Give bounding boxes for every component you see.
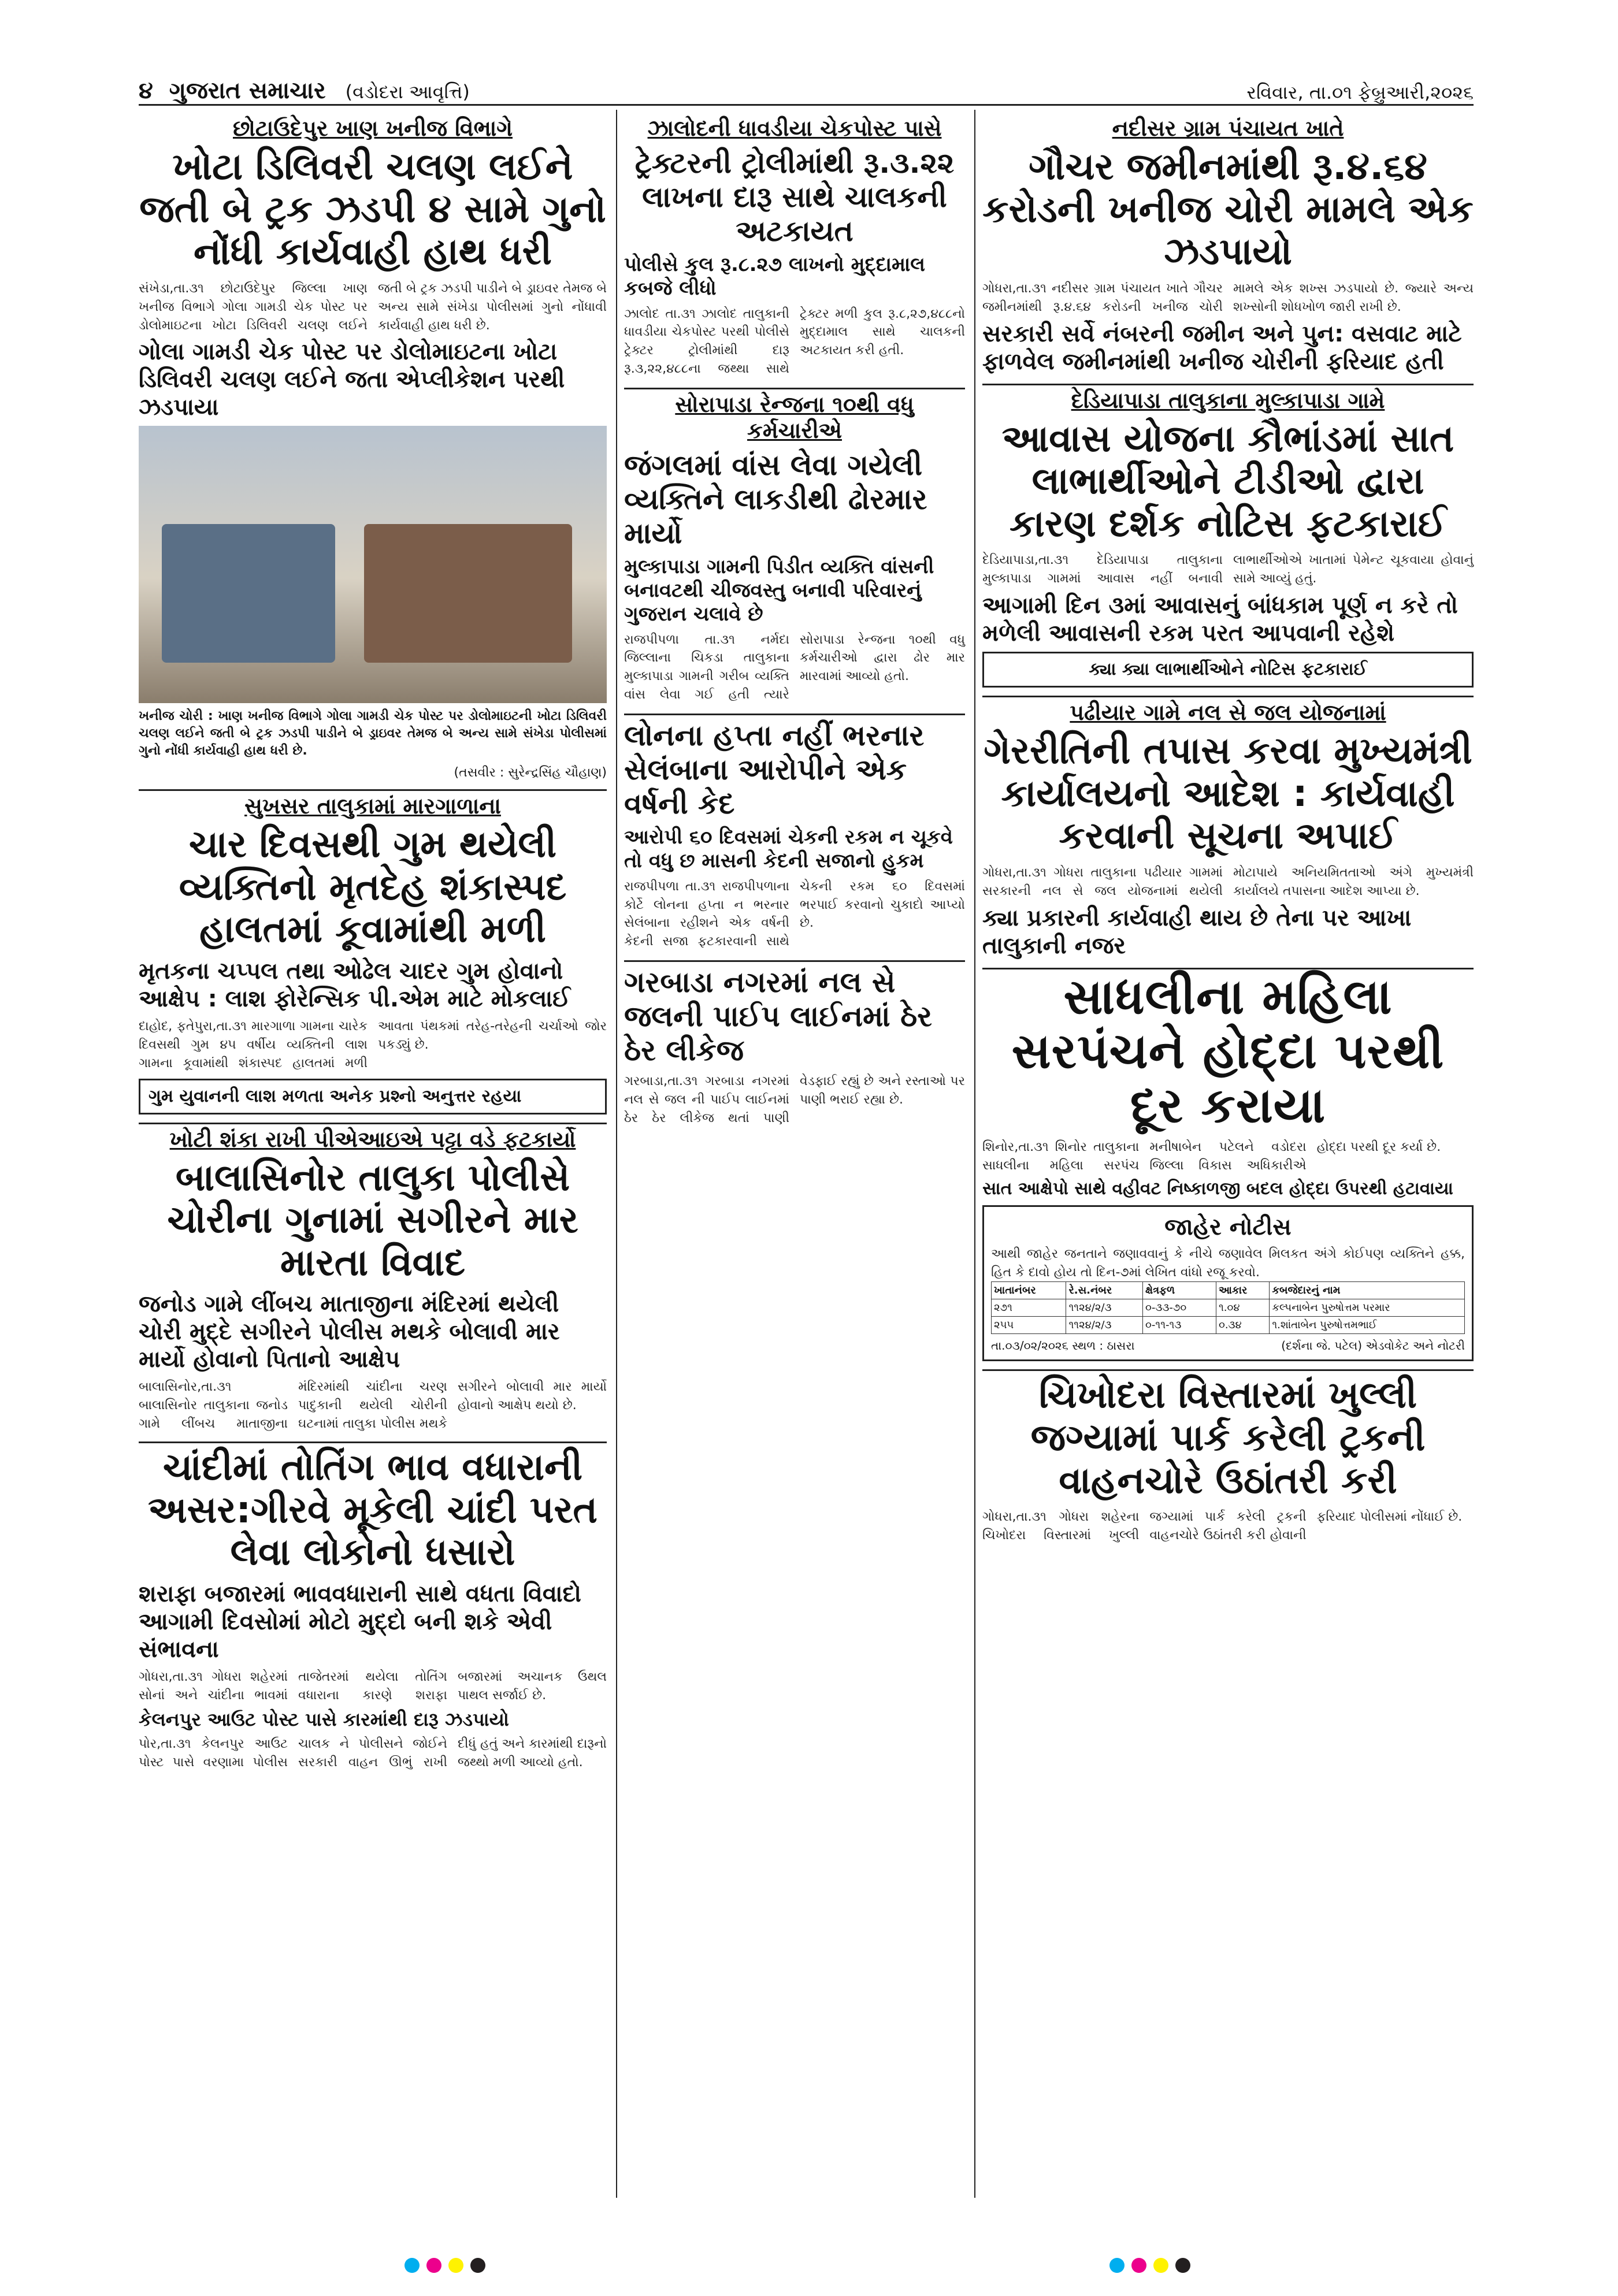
- kicker: પઢીયાર ગામે નલ સે જલ યોજનામાં: [1070, 700, 1386, 726]
- table-header: ખાતાનંબર: [992, 1282, 1066, 1299]
- kicker: દેડિયાપાડા તાલુકાના મુલ્કાપાડા ગામે: [1071, 387, 1385, 413]
- registration-dot: [404, 2258, 420, 2273]
- registration-dot: [470, 2258, 485, 2273]
- registration-dot: [1175, 2258, 1190, 2273]
- section-divider: [982, 696, 1474, 697]
- headline: લોનના હપ્તા નહીં ભરનાર સેલંબાના આરોપીને એક વર્ષની કેદ: [624, 719, 925, 821]
- photo-caption: ખનીજ ચોરી : ખાણ ખનીજ વિભાગે ગોલા ગામડી ચેક પોસ્ટ પર ડોલોમાઇટની ખોટા ડિલિવરી ચલણ લઈને જતી બે ટ્રક ઝડપી પાડીને બે ડ્રાઇવર તેમજ બે અન્ય સામે સંખેડા પોલીસમાં ગુનો નોંધી કાર્યવાહી હાથ ધરી છે.: [139, 709, 607, 758]
- kicker: છોટાઉદેપુર ખાણ ખનીજ વિભાગે: [232, 116, 513, 141]
- column-right: [982, 113, 1474, 1545]
- column-middle: [624, 113, 965, 1128]
- truck-icon: [364, 524, 572, 663]
- section-divider: [624, 388, 965, 389]
- subheadline: કેલનપુર આઉટ પોસ્ટ પાસે કારમાંથી દારૂ ઝડપાયો: [139, 1708, 509, 1730]
- headline: સાધલીના મહિલા સરપંચને હોદ્દા પરથી દૂર કરાયા: [1011, 968, 1445, 1134]
- page-number: ૪: [139, 77, 153, 104]
- table-header: કબજેદારનું નામ: [1270, 1282, 1465, 1299]
- section-divider: [139, 789, 607, 791]
- table-cell: ૨૫૫: [992, 1317, 1066, 1334]
- truck-icon: [162, 524, 335, 663]
- box-title: ક્યા ક્યા લાભાર્થીઓને નોટિસ ફટકારાઈ: [1089, 659, 1367, 680]
- table-cell: ૧૧૨૪/૨/૩: [1066, 1299, 1143, 1317]
- kicker: નદીસર ગ્રામ પંચાયત ખાતે: [1112, 116, 1344, 141]
- kicker: સોરાપાડા રેન્જના ૧૦થી વધુ કર્મચારીએ: [675, 392, 914, 444]
- headline: ચાંદીમાં તોતિંગ ભાવ વધારાની અસર:ગીરવે મૂકેલી ચાંદી પરત લેવા લોકોનો ધસારો: [148, 1446, 598, 1574]
- headline: ખોટા ડિલિવરી ચલણ લઈને જતી બે ટ્રક ઝડપી ૪ સામે ગુનો નોંધી કાર્યવાહી હાથ ધરી: [139, 146, 606, 274]
- table-cell: ૦-૧૧-૧૩: [1143, 1317, 1216, 1334]
- box-title: ગુમ યુવાનની લાશ મળતા અનેક પ્રશ્નો અનુત્તર રહયા: [149, 1086, 522, 1106]
- table-cell: ૧૧૨૪/૨/૩: [1066, 1317, 1143, 1334]
- headline: બાલાસિનોર તાલુકા પોલીસે ચોરીના ગુનામાં સગીરને માર મારતા વિવાદ: [167, 1156, 578, 1284]
- table-header: આકાર: [1216, 1282, 1269, 1299]
- subheadline: ક્યા પ્રકારની કાર્યવાહી થાય છે તેના પર આખા તાલુકાની નજર: [982, 904, 1412, 959]
- section-divider: [139, 1123, 607, 1124]
- headline: ટ્રેક્ટરની ટ્રોલીમાંથી રૂ.૩.૨૨ લાખના દારૂ સાથે ચાલકની અટકાયત: [634, 146, 955, 248]
- table-cell: ૨૭૧: [992, 1299, 1066, 1317]
- article-body: ગોધરા,તા.૩૧ ગોધરા શહેરમાં સોનાં અને ચાંદીના ભાવમાં તાજેતરમાં થયેલા તોતિંગ વધારાના કારણે શરાફા બજારમાં અચાનક ઉથલ પાથલ સર્જાઈ છે.: [139, 1669, 607, 1703]
- table-header: રે.સ.નંબર: [1066, 1282, 1143, 1299]
- table-cell: ૦.૩૪: [1216, 1317, 1269, 1334]
- brand-block: [139, 77, 470, 104]
- article-body: બાલાસિનોર,તા.૩૧ બાલાસિનોર તાલુકાના જનોડ ગામે લીંબચ માતાજીના મંદિરમાંથી ચાંદીના ચરણ પાદુકાની થયેલી ચોરીની ઘટનામાં તાલુકા પોલીસ મથકે સગીરને બોલાવી માર માર્યો હોવાનો આક્ષેપ થયો છે.: [139, 1380, 607, 1432]
- subheadline: જનોડ ગામે લીંબચ માતાજીના મંદિરમાં થયેલી ચોરી મુદ્દે સગીરને પોલીસ મથકે બોલાવી માર માર્યો હોવાનો પિતાનો આક્ષેપ: [139, 1291, 560, 1373]
- article-body: ગરબાડા,તા.૩૧ ગરબાડા નગરમાં નલ સે જલ ની પાઈપ લાઈનમાં ઠેર ઠેર લીકેજ થતાં પાણી વેડફાઈ રહ્યું છે અને રસ્તાઓ પર પાણી ભરાઈ રહ્યા છે.: [624, 1074, 965, 1126]
- kicker: ઝાલોદની ધાવડીયા ચેકપોસ્ટ પાસે: [647, 116, 942, 141]
- column-divider: [974, 110, 975, 2198]
- article-body: ઝાલોદ તા.૩૧ ઝાલોદ તાલુકાની ધાવડીયા ચેકપોસ્ટ પરથી પોલીસે ટ્રેક્ટર ટ્રોલીમાંથી દારૂ રૂ.૩,૨૨,૪૮૮ના જથ્થા સાથે ટ્રેક્ટર મળી કુલ રૂ.૮,૨૭,૪૮૮નો મુદ્દામાલ સાથે ચાલકની અટકાયત કરી હતી.: [624, 306, 965, 377]
- headline: ગેરરીતિની તપાસ કરવા મુખ્યમંત્રી કાર્યાલયનો આદેશ : કાર્યવાહી કરવાની સૂચના અપાઈ: [984, 730, 1472, 858]
- article-body: રાજપીપળા તા.૩૧ નર્મદા જિલ્લાના ચિકડા તાલુકાના મુલ્કાપાડા ગામની ગરીબ વ્યક્તિ વાંસ લેવા ગઈ હતી ત્યારે સોરાપાડા રેન્જના ૧૦થી વધુ કર્મચારીઓ દ્વારા ઢોર માર મારવામાં આવ્યો હતો.: [624, 632, 965, 703]
- table-cell: ૧.શાંતાબેન પુરુષોત્તમભાઈ: [1270, 1317, 1465, 1334]
- table-header: ક્ષેત્રફળ: [1143, 1282, 1216, 1299]
- photo-credit: (તસવીર : સુરેન્દ્રસિંહ ચૌહાણ): [454, 765, 607, 780]
- brand-name: ગુજરાત સમાચાર: [169, 77, 326, 104]
- subheadline: આરોપી ૬૦ દિવસમાં ચેકની રકમ ન ચૂકવે તો વધુ છ માસની કેદની સજાનો હુકમ: [624, 826, 953, 872]
- notice-signature: (દર્શના જે. પટેલ) એડવોકેટ અને નોટરી: [1281, 1339, 1465, 1353]
- headline: જંગલમાં વાંસ લેવા ગયેલી વ્યક્તિને લાકડીથી ઢોરમાર માર્યો: [624, 448, 927, 551]
- article-body: ગોધરા,તા.૩૧ ગોધરા તાલુકાના પઢીયાર ગામમાં સરકારની નલ સે જલ યોજનામાં થયેલી મોટાપાયે અનિયમિતતાઓ અંગે મુખ્યમંત્રી કાર્યાલયે તપાસના આદેશ આપ્યા છે.: [982, 865, 1474, 898]
- headline: ચાર દિવસથી ગુમ થયેલી વ્યક્તિનો મૃતદેહ શંકાસ્પદ હાલતમાં કૂવામાંથી મળી: [179, 823, 567, 952]
- notice-body: આથી જાહેર જનતાને જણાવવાનું કે નીચે જણાવેલ મિલકત અંગે કોઈપણ વ્યક્તિને હક્ક, હિત કે દાવો હોય તો દિન-૭માં લેખિત વાંધો રજૂ કરવો.: [991, 1246, 1465, 1280]
- subheadline: ગોલા ગામડી ચેક પોસ્ટ પર ડોલોમાઇટના ખોટા ડિલિવરી ચલણ લઈને જતા એપ્લીકેશન પરથી ઝડપાયા: [139, 339, 565, 421]
- page-header: [139, 68, 1474, 106]
- headline: ગૌચર જમીનમાંથી રૂ.૪.૬૪ કરોડની ખનીજ ચોરી મામલે એક ઝડપાયો: [982, 146, 1474, 274]
- subheadline: મૃતકના ચપ્પલ તથા ઓઢેલ ચાદર ગુમ હોવાનો આક્ષેપ : લાશ ફોરેન્સિક પી.એમ માટે મોકલાઈ: [139, 957, 571, 1012]
- notice-title: જાહેર નોટીસ: [1164, 1213, 1292, 1240]
- registration-dot: [1153, 2258, 1168, 2273]
- truck-photo: [139, 426, 607, 703]
- section-divider: [982, 384, 1474, 385]
- subheadline: સરકારી સર્વે નંબરની જમીન અને પુન: વસવાટ માટે ફાળવેલ જમીનમાંથી ખનીજ ચોરીની ફરિયાદ હતી: [982, 320, 1462, 375]
- article-body: ગોધરા,તા.૩૧ ગોધરા શહેરના ચિખોદરા વિસ્તારમાં ખુલ્લી જગ્યામાં પાર્ક કરેલી ટ્રકની વાહનચોરે ઉઠાંતરી કરી હોવાની ફરિયાદ પોલીસમાં નોંધાઈ છે.: [982, 1510, 1463, 1543]
- article-body: શિનોર,તા.૩૧ શિનોર તાલુકાના સાધલીના મહિલા સરપંચ મનીષાબેન પટેલને વડોદરા જિલ્લા વિકાસ અધિકારીએ હોદ્દા પરથી દૂર કર્યા છે.: [982, 1139, 1441, 1173]
- section-divider: [982, 1369, 1474, 1371]
- table-row: [992, 1299, 1465, 1317]
- table-cell: ૧.૦૪: [1216, 1299, 1269, 1317]
- registration-dot: [448, 2258, 463, 2273]
- section-divider: [139, 1441, 607, 1443]
- section-divider: [624, 714, 965, 715]
- registration-dot: [1109, 2258, 1125, 2273]
- table-row: [992, 1317, 1465, 1334]
- article-body: દેડિયાપાડા,તા.૩૧ દેડિયાપાડા તાલુકાના મુલ્કાપાડા ગામમાં આવાસ નહીં બનાવી લાભાર્થીઓએ ખાતામાં પેમેન્ટ ચૂકવાયા હોવાનું સામે આવ્યું હતું.: [982, 553, 1474, 586]
- column-left: [139, 113, 607, 1772]
- subheadline: પોલીસે કુલ રૂ.૮.૨૭ લાખનો મુદ્દામાલ કબજે લીધો: [624, 253, 925, 300]
- article-body: ગોધરા,તા.૩૧ નદીસર ગ્રામ પંચાયત ખાતે ગૌચર જમીનમાંથી રૂ.૪.૬૪ કરોડની ખનીજ ચોરી મામલે એક શખ્સ ઝડપાયો છે. જ્યારે અન્ય શખ્સોની શોધખોળ જારી રાખી છે.: [982, 281, 1474, 314]
- kicker: ખોટી શંકા રાખી પીએઆઇએ પટ્ટા વડે ફટકાર્યો: [169, 1126, 576, 1152]
- article-body: પોર,તા.૩૧ કેલનપુર આઉટ પોસ્ટ પાસે વરણામા પોલીસ ચાલક ને પોલીસને જોઈને સરકારી વાહન ઊભું રાખી દીધું હતું અને કારમાંથી દારૂનો જથ્થો મળી આવ્યો હતો.: [139, 1737, 607, 1770]
- headline: ગરબાડા નગરમાં નલ સે જલની પાઈપ લાઈનમાં ઠેર ઠેર લીકેજ: [624, 965, 933, 1068]
- issue-date: રવિવાર, તા.૦૧ ફેબ્રુઆરી,૨૦૨૬: [1246, 81, 1474, 103]
- notice-table: [991, 1281, 1465, 1334]
- print-registration-marks: [404, 2258, 485, 2273]
- subheadline: મુલ્કાપાડા ગામની પિડીત વ્યક્તિ વાંસની બનાવટથી ચીજવસ્તુ બનાવી પરિવારનું ગુજરાન ચલાવે છે: [624, 555, 934, 626]
- article-body: રાજપીપળા તા.૩૧ રાજપીપળાના કોર્ટે લોનના હપ્તા ન ભરનાર સેલંબાના રહીશને એક વર્ષની કેદની સજા ફટકારવાની સાથે ચેકની રકમ ૬૦ દિવસમાં ભરપાઈ કરવાનો ચુકાદો આપ્યો છે.: [624, 879, 965, 949]
- headline: ચિખોદરા વિસ્તારમાં ખુલ્લી જગ્યામાં પાર્ક કરેલી ટ્રકની વાહનચોરે ઉઠાંતરી કરી: [1030, 1374, 1426, 1502]
- notice-date: તા.૦૩/૦૨/૨૦૨૬ સ્થળ : ઠાસરા: [991, 1339, 1135, 1353]
- article-body: દાહોદ, ફતેપુરા,તા.૩૧ મારગાળા ગામના ચારેક દિવસથી ગુમ ૪૫ વર્ષીય વ્યક્તિની લાશ ગામના કૂવામાંથી શંકાસ્પદ હાલતમાં મળી આવતા પંથકમાં તરેહ-તરેહની ચર્ચાઓ જોર પકડ્યું છે.: [139, 1019, 607, 1071]
- section-divider: [624, 960, 965, 962]
- edition-name: (વડોદરા આવૃત્તિ): [345, 81, 470, 103]
- subheadline: આગામી દિન ૩માં આવાસનું બાંધકામ પૂર્ણ ન કરે તો મળેલી આવાસની રકમ પરત આપવાની રહેશે: [982, 592, 1458, 647]
- public-notice: [982, 1205, 1474, 1362]
- column-divider: [616, 110, 617, 2198]
- registration-dot: [1131, 2258, 1146, 2273]
- sidebar-box: [982, 652, 1474, 688]
- subheadline: સાત આક્ષેપો સાથે વહીવટ નિષ્કાળજી બદલ હોદ્દા ઉપરથી હટાવાયા: [982, 1178, 1453, 1199]
- sidebar-box: [139, 1079, 607, 1114]
- table-cell: કલ્પનાબેન પુરુષોત્તમ પરમાર: [1270, 1299, 1465, 1317]
- table-header-row: [992, 1282, 1465, 1299]
- print-registration-marks: [1109, 2258, 1190, 2273]
- subheadline: શરાફા બજારમાં ભાવવધારાની સાથે વધતા વિવાદો આગામી દિવસોમાં મોટો મુદ્દો બની શકે એવી સંભાવના: [139, 1580, 581, 1663]
- headline: આવાસ યોજના કૌભાંડમાં સાત લાભાર્થીઓને ટીડીઓ દ્વારા કારણ દર્શક નોટિસ ફટકારાઈ: [1001, 417, 1454, 545]
- table-cell: ૦-૩૩-૭૦: [1143, 1299, 1216, 1317]
- kicker: સુખસર તાલુકામાં મારગાળાના: [244, 793, 501, 819]
- article-body: સંખેડા,તા.૩૧ છોટાઉદેપુર જિલ્લા ખાણ ખનીજ વિભાગે ગોલા ગામડી ચેક પોસ્ટ પર ડોલોમાઇટના ખોટા ડિલિવરી ચલણ લઈને જતી બે ટ્રક ઝડપી પાડીને બે ડ્રાઇવર તેમજ બે અન્ય સામે સંખેડા પોલીસમાં ગુનો નોંધાવી કાર્યવાહી હાથ ધરી છે.: [139, 281, 607, 333]
- notice-footer: [991, 1339, 1465, 1353]
- registration-dot: [426, 2258, 441, 2273]
